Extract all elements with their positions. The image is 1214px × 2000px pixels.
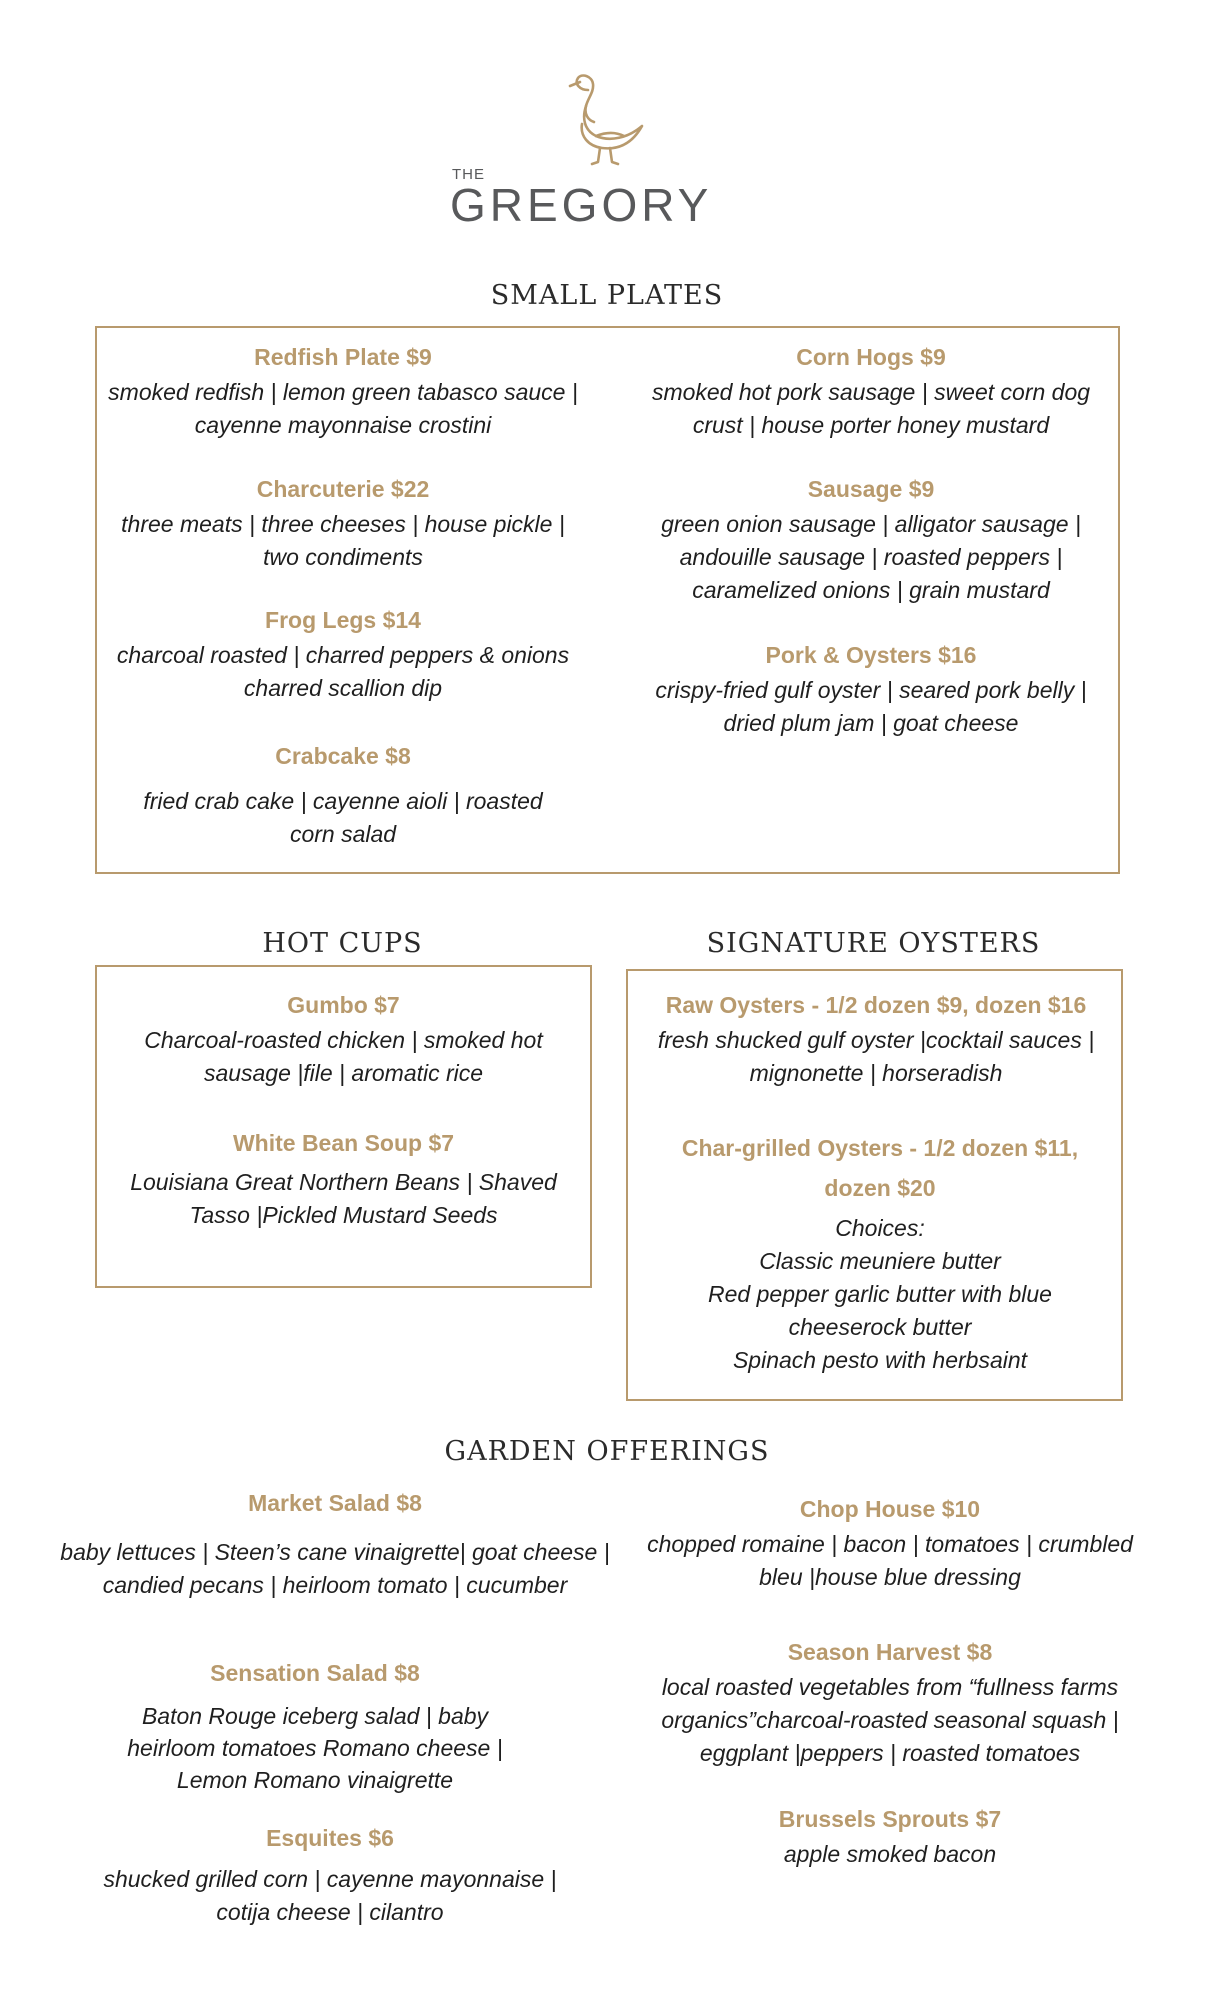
choice-line: Choices: [835, 1215, 925, 1241]
item-name: Season Harvest $8 [787, 1639, 993, 1665]
item-name: Charcuterie $22 [256, 476, 430, 502]
menu-item [630, 1494, 1150, 1594]
item-desc: Baton Rouge iceberg salad | baby heirloom tomatoes Romano cheese | Lemon Romano vinaigrette [127, 1703, 503, 1793]
menu-item [630, 1637, 1150, 1770]
item-name: Brussels Sprouts $7 [778, 1806, 1002, 1832]
menu-item [640, 990, 1112, 1090]
hot-cups-title: HOT CUPS [262, 928, 423, 959]
item-name: Pork & Oysters $16 [765, 642, 977, 668]
logo-name-text: GREGORY [450, 179, 713, 231]
logo-the-text: THE [452, 166, 485, 183]
item-name: Market Salad $8 [248, 1490, 422, 1516]
item-name: Redfish Plate $9 [254, 344, 432, 370]
signature-oysters-title: SIGNATURE OYSTERS [706, 928, 1041, 959]
item-name: Sensation Salad $8 [210, 1660, 420, 1686]
menu-item [105, 474, 581, 574]
item-name: Gumbo $7 [287, 992, 400, 1018]
choice-line: cheeserock butter [788, 1314, 972, 1340]
item-desc: three meats | three cheeses | house pickle | two condiments [121, 511, 565, 570]
menu-item [95, 1658, 535, 1796]
item-choices [660, 1212, 1100, 1377]
choice-line: Spinach pesto with herbsaint [732, 1347, 1028, 1373]
menu-item [105, 741, 581, 851]
item-desc: shucked grilled corn | cayenne mayonnaise | cotija cheese | cilantro [103, 1866, 557, 1925]
item-name: Esquites $6 [266, 1825, 394, 1851]
item-name: Crabcake $8 [275, 743, 411, 769]
choice-line: Classic meuniere butter [759, 1248, 1001, 1274]
item-desc: smoked hot pork sausage | sweet corn dog crust | house porter honey mustard [651, 379, 1091, 438]
item-desc: crispy-fried gulf oyster | seared pork belly | dried plum jam | goat cheese [655, 677, 1087, 736]
item-desc: smoked redfish | lemon green tabasco sauce | cayenne mayonnaise crostini [108, 379, 578, 438]
menu-item [635, 640, 1107, 740]
item-desc: fried crab cake | cayenne aioli | roasted corn salad [143, 788, 543, 847]
choice-line: Red pepper garlic butter with blue [708, 1281, 1052, 1307]
menu-item [105, 1128, 582, 1232]
item-desc: fresh shucked gulf oyster |cocktail sauces | mignonette | horseradish [657, 1027, 1095, 1086]
menu-item [105, 990, 582, 1090]
menu-item [60, 1823, 600, 1929]
item-name: White Bean Soup $7 [232, 1130, 455, 1156]
menu-item [105, 605, 581, 705]
garden-offerings-title: GARDEN OFFERINGS [444, 1436, 770, 1467]
item-desc: baby lettuces | Steen’s cane vinaigrette| goat cheese | candied pecans | heirloom tomato | cucumber [60, 1539, 610, 1598]
item-desc: chopped romaine | bacon | tomatoes | crumbled bleu |house blue dressing [647, 1531, 1133, 1590]
item-desc: Charcoal-roasted chicken | smoked hot sausage |file | aromatic rice [144, 1027, 543, 1086]
item-desc: apple smoked bacon [783, 1841, 997, 1867]
item-name: Frog Legs $14 [265, 607, 421, 633]
menu-item [55, 1488, 615, 1602]
item-name: Char-grilled Oysters - 1/2 dozen $11, dozen $20 [681, 1135, 1079, 1201]
menu-item [660, 1128, 1100, 1377]
item-name: Chop House $10 [799, 1496, 981, 1522]
menu-item [635, 342, 1107, 442]
small-plates-title: SMALL PLATES [490, 280, 724, 311]
item-desc: local roasted vegetables from “fullness farms organics”charcoal-roasted seasonal squash | eggplant |peppers | roasted tomatoes [661, 1674, 1119, 1766]
menu-item [105, 342, 581, 442]
item-desc: green onion sausage | alligator sausage | andouille sausage | roasted peppers | caramelized onions | grain mustard [661, 511, 1081, 603]
menu-item [635, 474, 1107, 607]
menu-item [640, 1804, 1140, 1871]
goose-icon [566, 74, 646, 166]
restaurant-logo [440, 74, 780, 231]
item-name: Corn Hogs $9 [796, 344, 946, 370]
item-name: Sausage $9 [807, 476, 935, 502]
item-desc: charcoal roasted | charred peppers & onions charred scallion dip [116, 642, 570, 701]
item-name: Raw Oysters - 1/2 dozen $9, dozen $16 [665, 992, 1087, 1018]
item-desc: Louisiana Great Northern Beans | Shaved Tasso |Pickled Mustard Seeds [130, 1169, 557, 1228]
